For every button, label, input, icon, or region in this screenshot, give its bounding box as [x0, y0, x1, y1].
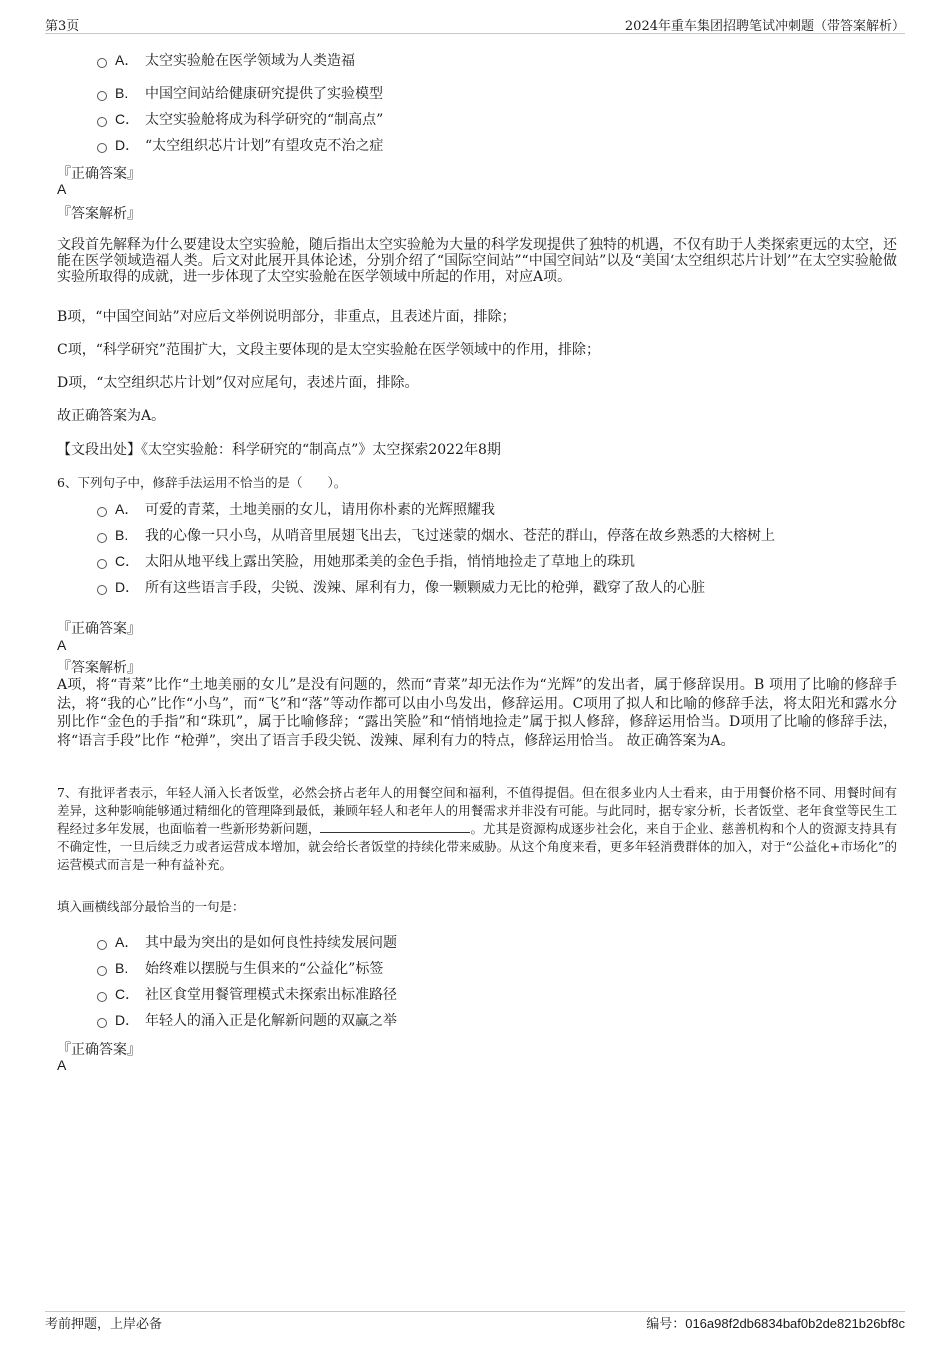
q5-analysis-p1: 文段首先解释为什么要建设太空实验舱，随后指出太空实验舱为大量的科学发现提供了独特的机遇，不仅有助于人类探索更远的太空，还能在医学领域造福人类。后文对此展开具体论述，分别介绍了“国际空间站”“中国空间站”以及“美国‘太空组织芯片计划’”在太空实验舱做实验所取得的成就，进一步体现了太空实验舱在医学领域中所起的作用，对应A项。	[57, 237, 897, 285]
radio-icon[interactable]	[97, 507, 107, 517]
radio-icon[interactable]	[97, 992, 107, 1002]
q6-option-b[interactable]: B. 我的心像一只小鸟，从哨音里展翅飞出去，飞过迷蒙的烟水、苍茫的群山，停落在故乡熟悉的大榕树上	[97, 525, 775, 545]
q7-answer-label: 『正确答案』	[57, 1042, 141, 1058]
q6-option-a[interactable]: A． 可爱的青菜，土地美丽的女儿，请用你朴素的光辉照耀我	[97, 499, 495, 519]
q6-answer: A	[57, 637, 67, 653]
q5-analysis-p4: D项，“太空组织芯片计划”仅对应尾句，表述片面，排除。	[57, 375, 419, 391]
q6-analysis-label: 『答案解析』	[57, 660, 141, 676]
q6-analysis: A项，将“青菜”比作“土地美丽的女儿”是没有问题的，然而“青菜”却无法作为“光辉”的发出者，属于修辞误用。B 项用了比喻的修辞手法，将“我的心”比作“小鸟”，而“飞”和“落”等动作都可以由小鸟发出，修辞运用。C项用了拟人和比喻的修辞手法，将太阳光和露水分 别比作“金色的手指”和“珠玑”，属于比喻修辞；“露出笑脸”和“悄悄地捡走”属于拟人修辞，修辞运用恰当。D项用了比喻的修辞手法，将“语言手段”比作 “枪弹”，突出了语言手段尖锐、泼辣、犀利有力的特点，修辞运用恰当。 故正确答案为A。	[57, 677, 897, 749]
q5-option-a[interactable]: A． 太空实验舱在医学领域为人类造福	[97, 50, 355, 70]
q5-option-d[interactable]: D． “太空组织芯片计划”有望攻克不治之症	[97, 135, 383, 155]
q6-option-c[interactable]: C． 太阳从地平线上露出笑脸，用她那柔美的金色手指，悄悄地捡走了草地上的珠玑	[97, 551, 635, 571]
radio-icon[interactable]	[97, 91, 107, 101]
q7-option-d[interactable]: D． 年轻人的涌入正是化解新问题的双赢之举	[97, 1010, 397, 1030]
radio-icon[interactable]	[97, 966, 107, 976]
q5-option-b[interactable]: B. 中国空间站给健康研究提供了实验模型	[97, 83, 383, 103]
q7-option-c[interactable]: C． 社区食堂用餐管理模式未探索出标准路径	[97, 984, 397, 1004]
radio-icon[interactable]	[97, 559, 107, 569]
footer-divider	[45, 1311, 905, 1312]
q6-answer-label: 『正确答案』	[57, 621, 141, 637]
q6-stem: 6、下列句子中，修辞手法运用不恰当的是（ ）。	[57, 475, 347, 490]
footer-slogan: 考前押题，上岸必备	[45, 1317, 163, 1332]
document-title: 2024年重车集团招聘笔试冲刺题（带答案解析）	[624, 19, 905, 34]
page-number: 第3页	[45, 19, 80, 34]
q5-analysis-p2: B项，“中国空间站”对应后文举例说明部分，非重点，且表述片面，排除；	[57, 309, 516, 325]
q7-option-a[interactable]: A． 其中最为突出的是如何良性持续发展问题	[97, 932, 397, 952]
radio-icon[interactable]	[97, 1018, 107, 1028]
fill-in-blank	[320, 820, 470, 833]
q5-analysis-label: 『答案解析』	[57, 206, 141, 222]
q7-stem: 7、有批评者表示，年轻人涌入长者饭堂，必然会挤占老年人的用餐空间和福利，不值得提倡。但在很多业内人士看来，由于用餐价格不同、用餐时间有差异，这种影响能够通过精细化的管理降到最低，兼顾年轻人和老年人的用餐需求并非没有可能。与此同时，据专家分析，长者饭堂、老年食堂等民生工程经过多年发展，也面临着一些新形势新问题， 。尤其是资源构成逐步社会化，来自于企业、慈善机构和个人的资源支持具有不确定性，一旦后续乏力或者运营成本增加，就会给长者饭堂的持续化带来威胁。从这个角度来看，更多年轻消费群体的加入，对于“公益化+市场化”的运营模式而言是一种有益补充。	[57, 785, 897, 872]
q5-analysis-p3: C项，“科学研究”范围扩大，文段主要体现的是太空实验舱在医学领域中的作用，排除；	[57, 342, 601, 358]
q5-answer-label: 『正确答案』	[57, 166, 141, 182]
radio-icon[interactable]	[97, 940, 107, 950]
radio-icon[interactable]	[97, 117, 107, 127]
radio-icon[interactable]	[97, 533, 107, 543]
q6-option-d[interactable]: D． 所有这些语言手段，尖锐、泼辣、犀利有力，像一颗颗威力无比的枪弹，戳穿了敌人的心脏	[97, 577, 705, 597]
q7-option-b[interactable]: B. 始终难以摆脱与生俱来的“公益化”标签	[97, 958, 383, 978]
document-code: 编号：016a98f2db6834baf0b2de821b26bf8c	[646, 1316, 905, 1332]
q7-answer: A	[57, 1057, 67, 1073]
q5-source: 【文段出处】《太空实验舱：科学研究的“制高点”》太空探索2022年8期	[57, 442, 501, 458]
radio-icon[interactable]	[97, 58, 107, 68]
radio-icon[interactable]	[97, 585, 107, 595]
q5-analysis-p5: 故正确答案为A。	[57, 408, 166, 424]
q5-answer: A	[57, 181, 67, 197]
q5-option-c[interactable]: C． 太空实验舱将成为科学研究的“制高点”	[97, 109, 383, 129]
q7-prompt: 填入画横线部分最恰当的一句是：	[57, 899, 245, 914]
radio-icon[interactable]	[97, 143, 107, 153]
header-divider	[45, 33, 905, 34]
